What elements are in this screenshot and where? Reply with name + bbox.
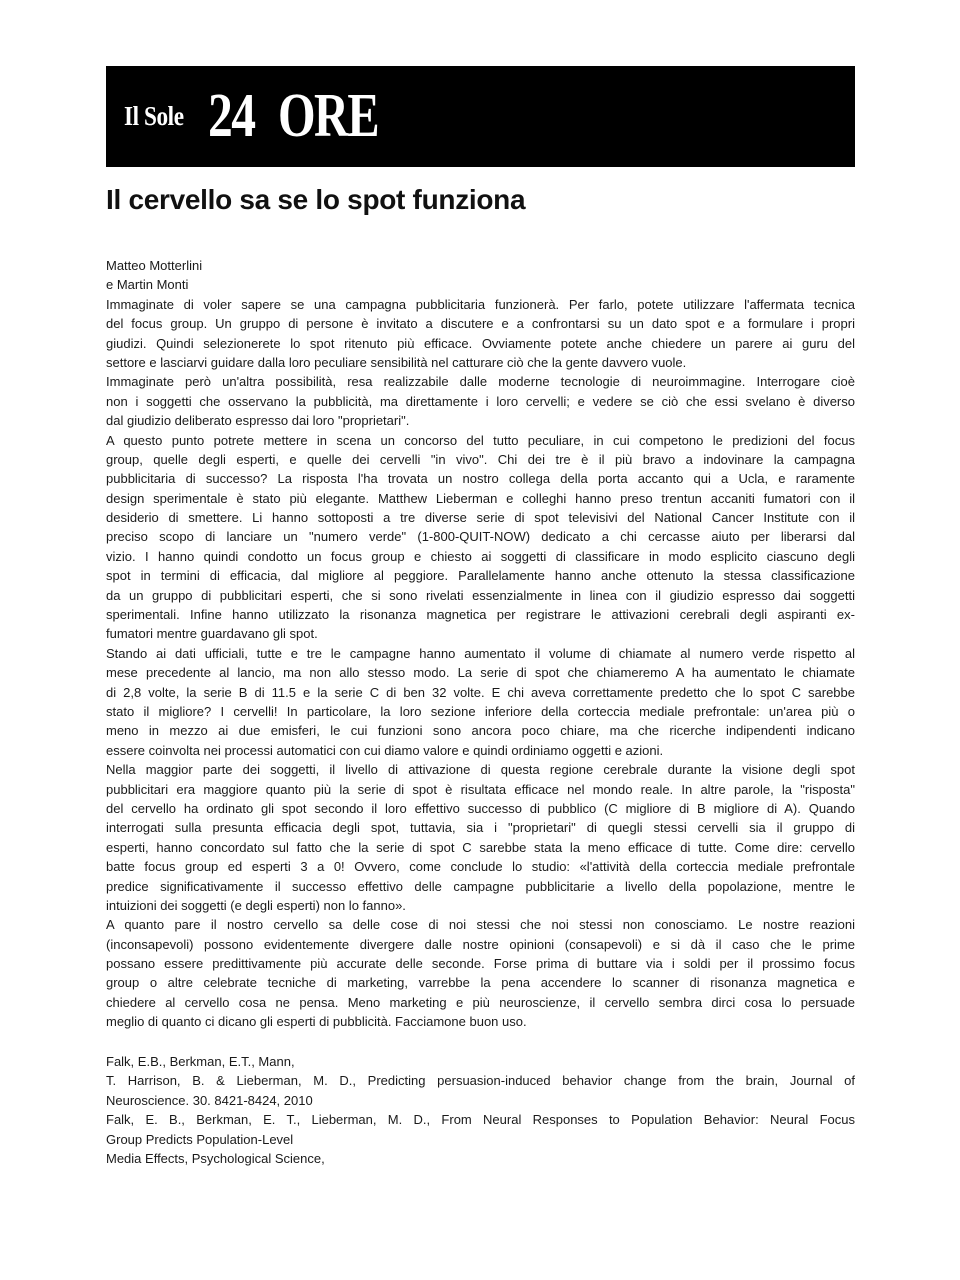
article-line: Matteo Motterlini: [106, 258, 203, 273]
article-headline: Il cervello sa se lo spot funziona: [106, 184, 526, 215]
article-line: giudizi. Quindi selezionerete lo spot ritenuto più efficace. Ovviamente potete anche chiedere un parere ai guru del: [106, 335, 855, 351]
article-line: stato il migliore? I cervelli! In particolare, la loro sezione inferiore della corteccia mediale prefrontale: un'area più o: [106, 703, 855, 719]
article-line: preciso scopo di lanciare un "numero verde" (1-800-QUIT-NOW) dedicato a chi cercasse aiuto per liberarsi dal: [106, 529, 855, 545]
reference-line: Media Effects, Psychological Science,: [106, 1150, 325, 1166]
article-line: mese precedente al lancio, ma non allo stesso modo. La serie di spot che chiameremo A ha aumentato le chiamate: [106, 665, 855, 681]
article-line: Nella maggior parte dei soggetti, il livello di attivazione di questa regione cerebrale durante la visione degli spot: [106, 762, 855, 778]
reference-line: Falk, E. B., Berkman, E. T., Lieberman, M. D., From Neural Responses to Population Behavior: Neural Focus: [106, 1112, 855, 1128]
article-line: settore e lasciarvi guidare dalla loro peculiare sensibilità nel catturare ciò che la gente davvero vuole.: [106, 354, 687, 370]
article-line: dal giudizio deliberato espresso dai loro "proprietari".: [106, 413, 410, 429]
newspaper-logo: [124, 80, 406, 152]
article-line: essere coinvolta nei processi automatici con cui diamo valore e quindi ordiniamo oggetti e azioni.: [106, 742, 664, 758]
reference-line: Group Predicts Population-Level: [106, 1131, 294, 1147]
article-line: non i soggetti che osservano la pubblicità, ma direttamente i loro cervelli; e vedere se ciò che essi svelano è diverso: [106, 393, 855, 409]
article-line: meglio di quanto ci dicano gli esperti di pubblicità. Facciamone buon uso.: [106, 1014, 527, 1030]
article-line: pubblicitaria di successo? La risposta l'ha trovata un nostro collega della porta accanto qui a Ucla, e raramente: [106, 471, 855, 487]
article-body: [106, 256, 855, 1032]
article-line: A quanto pare il nostro cervello sa delle cose di noi stessi che noi stessi non conosciamo. Le nostre reazioni: [106, 917, 855, 933]
article-line: spot in termini di efficacia, dal migliore al peggiore. Parallelamente hanno anche ottenuto la stessa classificazione: [106, 568, 855, 584]
article-line: meno in mezzo ai due emisferi, le cui funzioni sono ancora poco chiare, ma che ricerche indipendenti indicano: [106, 723, 855, 739]
reference-line: Falk, E.B., Berkman, E.T., Mann,: [106, 1054, 295, 1069]
article-line: chiedere al cervello cosa ne pensa. Meno marketing e più neuroscienze, il cervello sembra dirci cosa lo persuade: [106, 994, 855, 1010]
article-line: esperti, hanno concordato sul fatto che la serie di spot C sarebbe stata la meno efficace di tutte. Come dire: cervello: [106, 839, 855, 855]
article-line: interrogati sulla presunta efficacia degli spot, tuttavia, sia i "proprietari" di quegli stessi cervelli sia il gruppo di: [106, 820, 855, 836]
references: [106, 1052, 855, 1168]
article-line: sperimentali. Infine hanno utilizzato la risonanza magnetica per registrare le attivazioni cerebrali degli aspiranti ex-: [106, 607, 855, 623]
article-line: (inconsapevoli) possono evidentemente divergere dalle nostre opinioni (consapevoli) e si dà il caso che le prime: [106, 936, 855, 952]
reference-line: Neuroscience. 30. 8421-8424, 2010: [106, 1092, 313, 1108]
article-line: del cervello ha ordinato gli spot secondo il loro effettivo successo di pubblico (C migliore di B migliore di A). Quando: [106, 800, 855, 816]
article-line: da un gruppo di pubblicitari esperti, che si sono rivelati essenzialmente in linea con il giudizio espresso dai soggetti: [106, 587, 855, 603]
article-line: e Martin Monti: [106, 277, 189, 293]
article-line: del focus group. Un gruppo di persone è invitato a discutere e a confrontarsi su un dato spot e a formulare i propri: [106, 316, 855, 332]
reference-line: T. Harrison, B. & Lieberman, M. D., Predicting persuasion-induced behavior change from the brain, Journal of: [106, 1073, 855, 1089]
logo-number: 24: [208, 82, 255, 150]
article-line: design sperimentale è stato più elegante. Matthew Lieberman e colleghi hanno preso trentun accaniti fumatori con il: [106, 490, 855, 506]
article-line: pubblicitari era maggiore quanto più la serie di spot è risultata efficace nel mondo reale. In altre parole, la "risposta": [106, 781, 855, 797]
article-line: di 2,8 volte, la serie B di 11.5 e la serie C di ben 32 volte. E chi aveva correttamente predetto che lo spot C sarebbe: [106, 684, 855, 700]
masthead-banner: [106, 66, 855, 167]
article-line: predice significativamente il successo effettivo delle campagne pubblicitarie a livello della popolazione, mentre le: [106, 878, 855, 894]
article-line: vizio. I hanno quindi condotto un focus group e chiesto ai soggetti di classificare in modo esplicito ciascuno degli: [106, 548, 855, 564]
article-line: possano essere predittivamente più accurate delle seconde. Forse prima di buttare via i soldi per il prossimo focus: [106, 956, 855, 972]
article-line: desiderio di smettere. Li hanno sottoposti a tre diverse serie di spot televisivi del National Cancer Institute con il: [106, 510, 855, 526]
article-line: Immaginate però un'altra possibilità, resa realizzabile dalle moderne tecnologie di neuroimmagine. Interrogare cioè: [106, 374, 855, 390]
article-line: group, quelle degli esperti, e quelle dei cervelli "in vivo". Chi dei tre è il più bravo a indovinare la campagna: [106, 451, 855, 467]
logo-prefix: Il Sole: [124, 100, 184, 131]
article-line: batte focus group ed esperti 3 a 0! Ovvero, come conclude lo studio: «l'attività della corteccia mediale prefrontale: [106, 859, 855, 875]
logo-suffix: ORE: [278, 82, 379, 150]
article-line: group o altre celebrate tecniche di marketing, varrebbe la pena accendere lo scanner di risonanza magnetica e: [106, 975, 855, 991]
article-line: Immaginate di voler sapere se una campagna pubblicitaria funzionerà. Per farlo, potete utilizzare l'affermata tecnica: [106, 296, 855, 312]
article-line: intuizioni dei soggetti (e degli esperti) non lo fanno».: [106, 897, 406, 913]
article-line: A questo punto potrete mettere in scena un concorso del tutto peculiare, in cui competono le predizioni del focus: [106, 432, 855, 448]
article-line: fumatori mentre guardavano gli spot.: [106, 626, 318, 642]
article-line: Stando ai dati ufficiali, tutte e tre le campagne hanno aumentato il volume di chiamate al numero verde rispetto al: [106, 645, 855, 661]
